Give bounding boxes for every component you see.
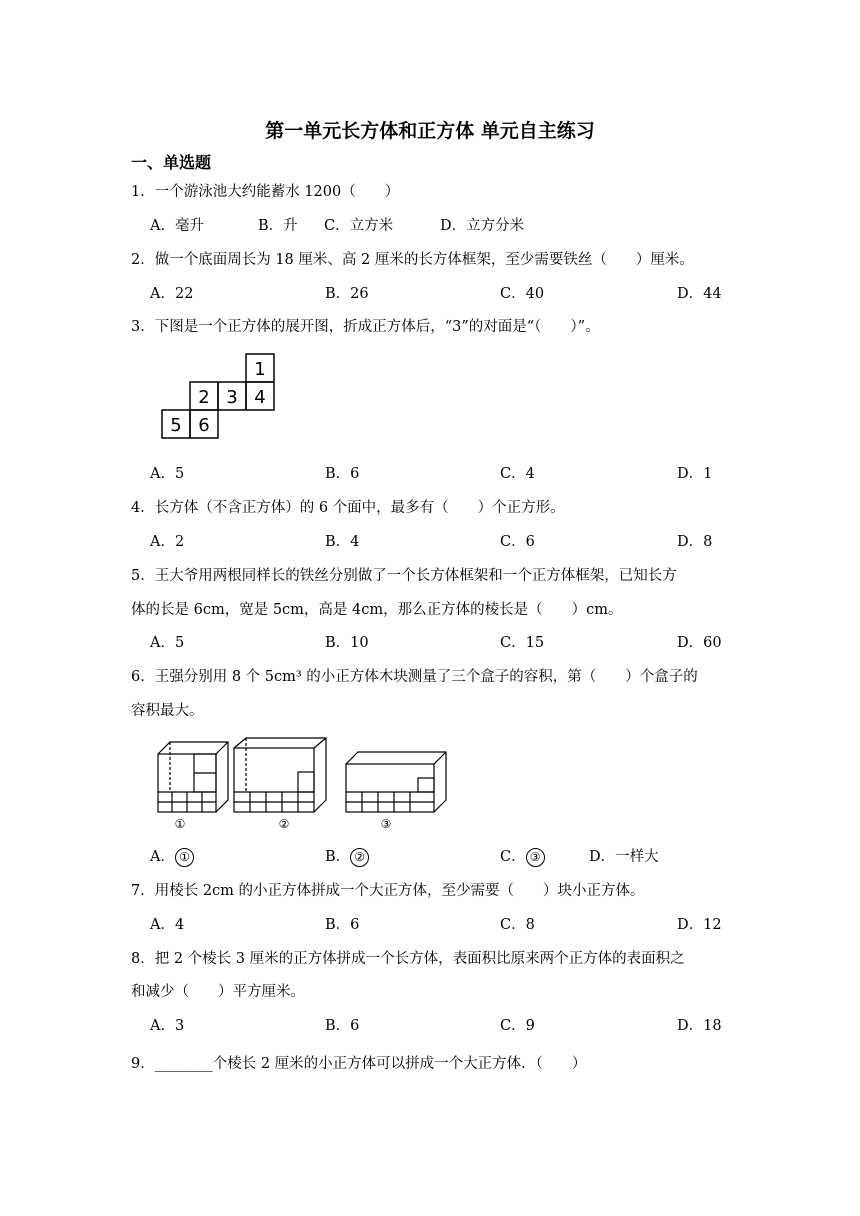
q8-option-d[interactable]: D．18 [677,1018,722,1034]
q6-option-b[interactable] [325,845,369,867]
boxes-figure [150,734,460,834]
page-title: 第一单元长方体和正方体 单元自主练习 [265,120,595,142]
q6-option-a-letter: A． [150,849,175,865]
q5-option-a[interactable]: A．5 [150,635,185,651]
q6-option-c-letter: C． [500,849,526,865]
question-9: 9．________个棱长 2 厘米的小正方体可以拼成一个大正方体．（ ） [131,1056,587,1072]
question-4: 4．长方体（不含正方体）的 6 个面中，最多有（ ）个正方形。 [131,500,565,516]
q2-option-c[interactable]: C．40 [500,286,545,302]
box-label: ① [174,817,186,831]
question-8-line-1: 8．把 2 个棱长 3 厘米的正方体拼成一个长方体，表面积比原来两个正方体的表面积之 [131,951,685,967]
question-5-line-1: 5．王大爷用两根同样长的铁丝分别做了一个长方体框架和一个正方体框架，已知长方 [131,568,677,584]
q3-option-a[interactable]: A．5 [150,466,185,482]
q4-option-b[interactable]: B．4 [325,534,360,550]
question-2: 2．做一个底面周长为 18 厘米、高 2 厘米的长方体框架，至少需要铁丝（ ）厘米。 [131,252,694,268]
question-5-line-2: 体的长是 6cm，宽是 5cm，高是 4cm，那么正方体的棱长是（ ）cm。 [131,602,623,618]
section-heading: 一、单选题 [131,153,212,172]
box-label: ③ [380,817,392,831]
question-1: 1．一个游泳池大约能蓄水 1200（ ） [131,184,400,200]
q6-option-b-letter: B． [325,849,351,865]
q5-option-b[interactable]: B．10 [325,635,369,651]
net-label: 4 [254,387,266,408]
q7-option-d[interactable]: D．12 [677,917,722,933]
q7-option-b[interactable]: B．6 [325,917,360,933]
q3-option-b[interactable]: B．6 [325,466,360,482]
q8-option-a[interactable]: A．3 [150,1018,185,1034]
net-label: 2 [198,387,210,408]
q1-option-c[interactable]: C．立方米 [324,218,394,234]
q5-option-d[interactable]: D．60 [677,635,722,651]
question-3: 3．下图是一个正方体的展开图，折成正方体后，“3”的对面是“（ ）”。 [131,319,600,335]
net-label: 1 [254,359,266,380]
q1-option-d[interactable]: D．立方分米 [440,218,525,234]
q2-option-a[interactable]: A．22 [150,286,194,302]
q3-option-c[interactable]: C．4 [500,466,535,482]
box-2 [234,738,326,812]
q2-option-b[interactable]: B．26 [325,286,369,302]
q1-option-b[interactable]: B．升 [258,218,298,234]
question-8-line-2: 和减少（ ）平方厘米。 [131,984,305,1000]
q6-option-a-circle: ① [175,848,194,867]
q4-option-c[interactable]: C．6 [500,534,535,550]
cube-net-figure [158,352,278,444]
q4-option-d[interactable]: D．8 [677,534,713,550]
net-label: 3 [226,387,238,408]
net-label: 5 [170,415,182,436]
q1-option-a[interactable]: A．毫升 [150,218,204,234]
q6-option-c-circle: ③ [526,848,545,867]
q8-option-c[interactable]: C．9 [500,1018,535,1034]
net-label: 6 [198,415,210,436]
box-label: ② [278,817,290,831]
question-6-line-2: 容积最大。 [131,703,204,719]
q6-option-d[interactable]: D．一样大 [589,849,659,865]
question-6-line-1: 6．王强分别用 8 个 5cm³ 的小正方体木块测量了三个盒子的容积，第（ ）个盒子的 [131,669,698,685]
box-3 [346,752,446,812]
q7-option-c[interactable]: C．8 [500,917,535,933]
q4-option-a[interactable]: A．2 [150,534,185,550]
q3-option-d[interactable]: D．1 [677,466,713,482]
q2-option-d[interactable]: D．44 [677,286,722,302]
q7-option-a[interactable]: A．4 [150,917,185,933]
q6-option-a[interactable] [150,845,194,867]
q8-option-b[interactable]: B．6 [325,1018,360,1034]
q6-option-c[interactable] [500,845,545,867]
box-1 [158,742,228,812]
q5-option-c[interactable]: C．15 [500,635,545,651]
q6-option-b-circle: ② [350,848,369,867]
question-7: 7．用棱长 2cm 的小正方体拼成一个大正方体，至少需要（ ）块小正方体。 [131,883,645,899]
